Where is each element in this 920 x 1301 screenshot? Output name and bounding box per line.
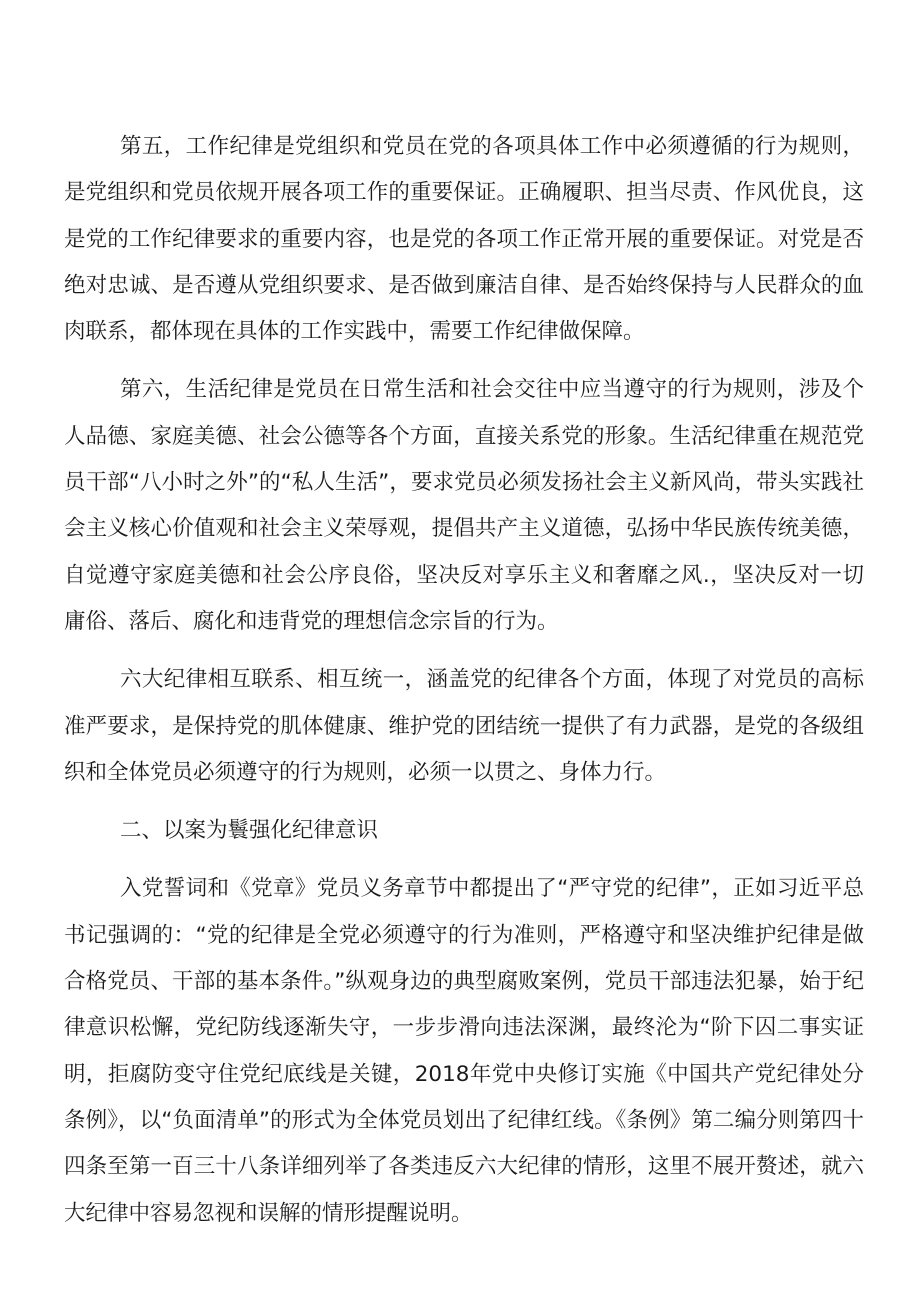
section-heading: 二、以案为鬟强化纪律意识 — [120, 818, 379, 844]
paragraph-work-discipline: 第五，工作纪律是党组织和党员在党的各项具体工作中必须遵循的行为规则，是党组织和党员依规开展各项工作的重要保证。正确履职、担当尽责、作风优良，这是党的工作纪律要求的重要内容，也是党的各项工作正常开展的重要保证。对党是否绝对忠诚、是否遵从党组织要求、是否做到廉洁自律、是否始终保持与人民群众的血肉联系，都体现在具体的工作实践中，需要工作纪律做保障。 — [64, 134, 864, 345]
document-body — [64, 124, 864, 1237]
paragraph-life-discipline: 第六，生活纪律是党员在日常生活和社会交往中应当遵守的行为规则，涉及个人品德、家庭美德、社会公德等各个方面，直接关系党的形象。生活纪律重在规范党员干部“八小时之外”的“私人生活”，要求党员必须发扬社会主义新风尚，带头实践社会主义核心价值观和社会主义荣辱观，提倡共产主义道德，弘扬中华民族传统美德，自觉遵守家庭美德和社会公序良俗，坚决反对享乐主义和奢靡之风.，坚决反对一切庸俗、落后、腐化和违背党的理想信念宗旨的行为。 — [64, 377, 864, 634]
paragraph-oath-and-regulations: 入党誓词和《党章》党员义务章节中都提出了“严守党的纪律”，正如习近平总书记强调的：“党的纪律是全党必须遵守的行为准则，严格遵守和坚决维护纪律是做合格党员、干部的基本条件。”纵观身边的典型腐败案例，党员干部违法犯暴，始于纪律意识松懈，党纪防线逐渐失守，一步步滑向违法深渊，最终沦为“阶下囚二事实证明，拒腐防变守住党纪底线是关键，2018年党中央修订实施《中国共产党纪律处分条例》，以“负面清单”的形式为全体党员划出了纪律红线。《条例》第二编分则第四十四条至第一百三十八条详细列举了各类违反六大纪律的情形，这里不展开赘述，就六大纪律中容易忽视和误解的情形提醒说明。 — [64, 876, 864, 1226]
paragraph-six-disciplines-summary: 六大纪律相互联系、相互统一，涵盖党的纪律各个方面，体现了对党员的高标准严要求，是保持党的肌体健康、维护党的团结统一提供了有力武器，是党的各级组织和全体党员必须遵守的行为规则，必须一以贯之、身体力行。 — [64, 667, 864, 785]
